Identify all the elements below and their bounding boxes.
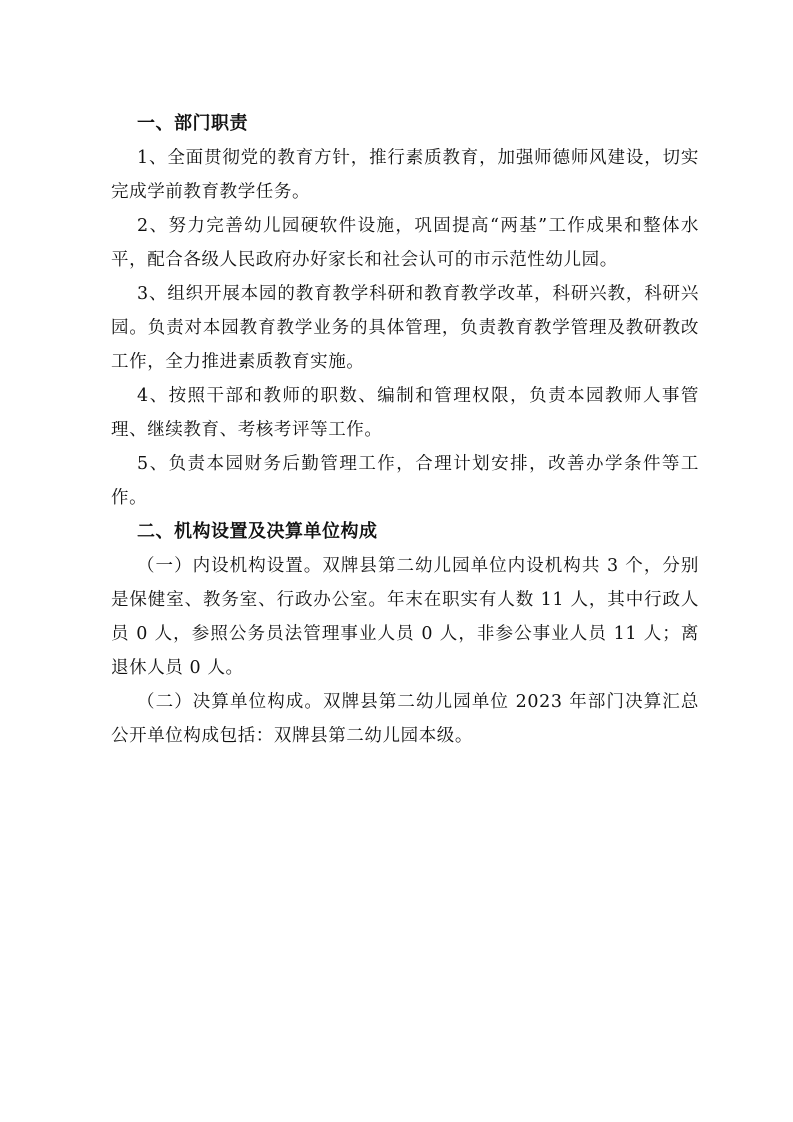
- duty-paragraph-1: 1、全面贯彻党的教育方针，推行素质教育，加强师德师风建设，切实完成学前教育教学任务。: [111, 148, 699, 202]
- duty-paragraph-5: 5、负责本园财务后勤管理工作，合理计划安排，改善办学条件等工作。: [111, 454, 699, 508]
- section-heading-organization: 二、机构设置及决算单位构成: [137, 521, 378, 542]
- document-body: [111, 107, 699, 753]
- organization-paragraph-unit-composition: （二）决算单位构成。双牌县第二幼儿园单位 2023 年部门决算汇总公开单位构成包括：双牌县第二幼儿园本级。: [111, 692, 699, 746]
- section-heading-department-duties: 一、部门职责: [137, 113, 248, 134]
- organization-paragraph-internal-setup: （一）内设机构设置。双牌县第二幼儿园单位内设机构共 3 个，分别是保健室、教务室、行政办公室。年末在职实有人数 11 人，其中行政人员 0 人，参照公务员法管理事业人员 0 人，非参公事业人员 11 人；离退休人员 0 人。: [111, 556, 699, 678]
- duty-paragraph-3: 3、组织开展本园的教育教学科研和教育教学改革，科研兴教，科研兴园。负责对本园教育教学业务的具体管理，负责教育教学管理及教研教改工作，全力推进素质教育实施。: [111, 284, 699, 372]
- duty-paragraph-4: 4、按照干部和教师的职数、编制和管理权限，负责本园教师人事管理、继续教育、考核考评等工作。: [111, 386, 699, 440]
- duty-paragraph-2: 2、努力完善幼儿园硬软件设施，巩固提高“两基”工作成果和整体水平，配合各级人民政府办好家长和社会认可的市示范性幼儿园。: [111, 216, 699, 270]
